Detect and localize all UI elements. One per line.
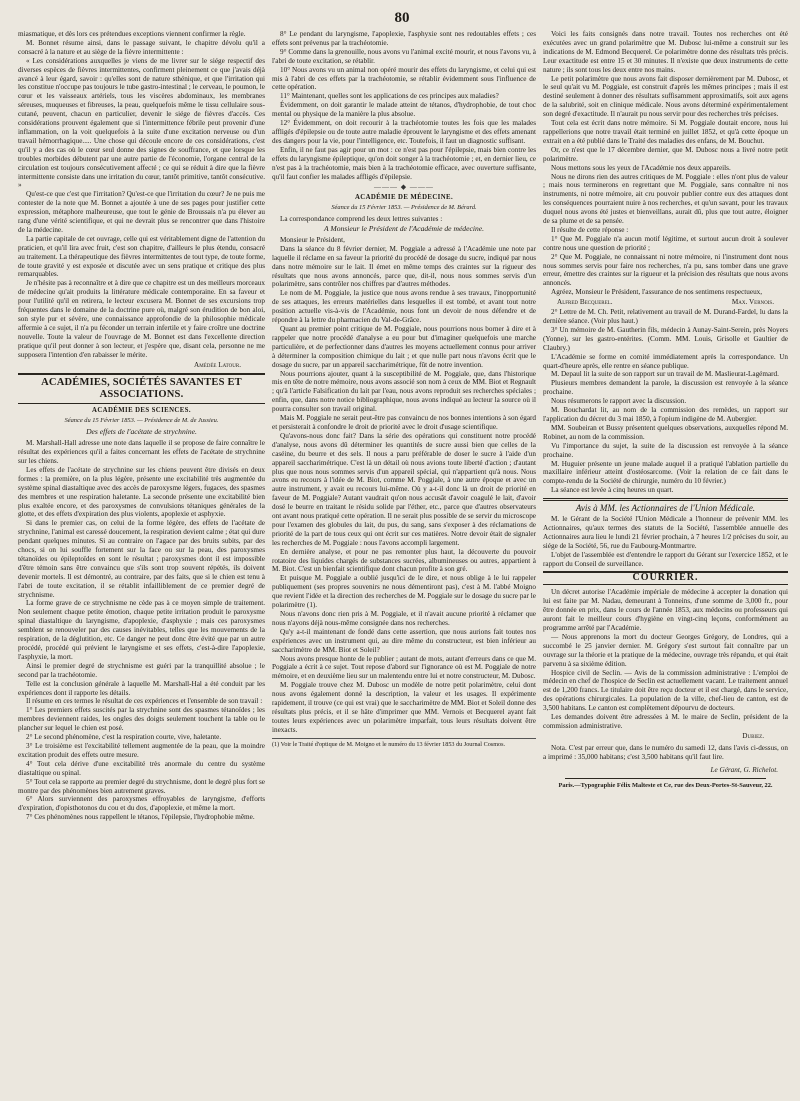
paragraph: La forme grave de ce strychnisme ne cède pas à ce moyen simple de traitement. Non seulement chaque petite émotion, chaque petite irritation produit le paroxysme spinal diastaltique du laryngisme, d'apoplexie, d'asphyxie ; mais ces paroxysmes semblent se renouveler par des causes inévitables, telles que les mouvements de la respiration, de la déglutition, etc. Ce danger ne peut donc être évité que par un autre procédé, procédé qui prévient le laryngisme et ses effets, c'est-à-dire l'apoplexie, l'asphyxie, la mort.: [18, 599, 265, 661]
paragraph: Évidemment, on doit garantir le malade atteint de tétanos, d'hydrophobie, de tout choc mental ou physique de la manière la plus absolue.: [272, 101, 536, 119]
paragraph: 12° Évidemment, on doit recourir à la trachéotomie toutes les fois que les malades affligés d'épilepsie ou de toute autre maladie éprouvent le laryngisme et des effets amenant des dangers pour la vie, pour l'intelligence, etc. Toutefois, il faut un diagnostic suffisant.: [272, 119, 536, 145]
paragraph: En dernière analyse, et pour ne pas remonter plus haut, la découverte du pouvoir rotatoire des liquides chargés de substances sucrées, albumineuses ou autres, appartient à M. Biot. C'est un bienfait scientifique dont chacun profite à son gré.: [272, 547, 536, 574]
paragraph: MM. Soubeiran et Bussy présentent quelques observations, auxquelles répond M. Robinet, au nom de la commission.: [543, 423, 788, 441]
paragraph: 10° Nous avons vu un animal non opéré mourir des effets du laryngisme, et celui qui est mis à l'abri de ces effets par la trachéotomie, se rétablir évidemment sous l'influence de cette opération.: [272, 65, 536, 92]
section-rule: [543, 498, 788, 501]
paragraph: L'Académie se forme en comité immédiatement après la correspondance. Un quart-d'heure après, elle rentre en séance publique.: [543, 352, 788, 370]
paragraph: Qu'y a-t-il maintenant de fondé dans cette assertion, que nous aurions fait toutes nos expériences avec un instrument qui, au dire même du constructeur, est bien inférieur au saccharimètre de MM. Biot et Soleil?: [272, 627, 536, 654]
paragraph: Enfin, il ne faut pas agir pour un mot : ce n'est pas pour l'épilepsie, mais bien contre les effets du laryngisme épileptique, qu'on doit songer à la trachéotomie ; et, en dernier lieu, ce n'est pas à la trachéotomie, mais bien à la trachéotomie efficace, avec ouverture suffisante, qu'il faut confier les malades affligés d'épilepsie.: [272, 145, 536, 181]
session-line: Séance du 15 Février 1853. — Présidence de M. Bérard.: [331, 204, 477, 212]
paragraph: Si dans le premier cas, on celui de la forme légère, des effets de l'acétate de strychnine, l'animal est caressé doucement, la respiration devient calme ; état qui dure pendant quelques minutes. Si au contraire on l'agace par des bruits subits, par des chocs, si on lui souffle fortement sur la face ou sur la peau, des paroxysmes tétanoïdes ou épileptoïdes en sont le résultat ; paroxysmes dont il est impossible d'être témoin sans être convaincu que s'ils sont trop souvent répétés, ils doivent devenir mortels. Il est démontré, au contraire, par des faits, que si le chien est tenu à l'abri de toute excitation, il se rétablit infailliblement de ce premier degré de strychnisme.: [18, 519, 265, 599]
paragraph: 2° Que M. Poggiale, ne connaissant ni notre mémoire, ni l'instrument dont nous nous sommes servis pour faire nos recherches, n'a pu, sans tomber dans une grave erreur, émettre des craintes sur la rigueur et la précision des résultats que nous avons annoncés.: [543, 252, 788, 288]
paragraph: Les demandes doivent être adressées à M. le maire de Seclin, président de la commission administrative.: [543, 713, 788, 730]
paragraph: Nous n'avons donc rien pris à M. Poggiale, et il n'avait aucune priorité à réclamer que nous n'ayons déjà nous-même consignée dans nos recherches.: [272, 610, 536, 627]
paragraph: « Les considérations auxquelles je viens de me livrer sur le siége respectif des diverses espèces de fièvres intermittentes, confirment pleinement ce que j'avais déjà avancé à leur égard, savoir : qu'elles sont de nature sthénique, et que l'irritation qui les constitue n'occupe pas toujours le tube gastro-intestinal ; le cerveau, le poumon, le cœur et les vaisseaux artériels, tous les viscères abdominaux, les membranes séreuses, muqueuses et fibreuses, la peau, quelquefois même le tissu cellulaire sous-cutané, peuvent, chacun en particulier, devenir le siége de fièvres d'accès. Ces considérations prouvent également que si l'intermittence fébrile peut provenir d'une inflammation, on la voit quelquefois à la suite d'une excitation nerveuse ou d'un travail hémorrhagique..... Une chose qui découle encore de ces considérations, c'est qu'il y a des cas où le cœur seul donne des signes de souffrance, et que lorsque les troubles morbides débutent par une autre partie de l'économie, l'organe central de la circulation est toujours consécutivement affecté ; ce qui se réduit à dire que la fièvre intermittente consiste dans une irritation du cœur, tantôt primitive, tantôt consécutive. »: [18, 56, 265, 190]
signature-left: Alfred Becquerel.: [557, 298, 613, 307]
paragraph: 11° Maintenant, quelles sont les applications de ces principes aux maladies?: [280, 92, 499, 101]
paragraph: Nous pourrions ajouter, quant à la susceptibilité de M. Poggiale, que, dans l'historique mis en tête de notre mémoire, nous avons associé son nom à ceux de MM. Biot et Regnault ; qu'à l'article Falsification du lait par l'eau, nous avons reproduit ses recherches spéciales ; enfin, que, dans notre notice bibliographique, nous avons indiqué au lecteur la source où il pourra consulter son travail original.: [272, 369, 536, 414]
paragraph: 6° Alors surviennent des paroxysmes effroyables de laryngisme, d'efforts d'expiration, d'opisthotonos du cou et du dos, d'apoplexie, et même la mort.: [18, 795, 265, 813]
paragraph: Agréez, Monsieur le Président, l'assurance de nos sentimens respectueux,: [551, 288, 763, 297]
paragraph: M. le Gérant de la Société l'Union Médicale a l'honneur de prévenir MM. les Actionnaires, qu'aux termes des statuts de la Société, l'assemblée annuelle des Actionnaires aura lieu le lundi 21 février prochain, à 7 heures 1/2 précises du soir, au siége de la Société, 56, rue du Faubourg-Montmartre.: [543, 515, 788, 550]
paragraph: La correspondance comprend les deux lettres suivantes :: [280, 215, 443, 224]
paragraph: La partie capitale de cet ouvrage, celle qui est véritablement digne de l'attention du praticien, et qu'il lira avec fruit, c'est son chapitre, d'ailleurs le plus étendu, consacré au traitement. La thérapeutique des fièvres intermittentes de tout type, de toute forme, de toute gravité y est exposée et discutée avec un sens pratique et critique des plus remarquables.: [18, 234, 265, 279]
paragraph: 5° Tout cela se rapporte au premier degré du strychnisme, dont le degré plus fort se montre par des phénomènes bien autrement graves.: [18, 777, 265, 795]
paragraph: Voici les faits consignés dans notre travail. Toutes nos recherches ont été exécutées avec un grand polarimètre que M. Dubosc lui-même a construit sur les indications de M. Edmond Becquerel. Ce polarimètre donne des résultats très précis. Leur exactitude est entre 15 et 30 minutes. Il n'existe que deux instruments de cette nature ; ils sont tous les deux entre nos mains.: [543, 30, 788, 74]
paragraph: 2° Lettre de M. Ch. Petit, relativement au travail de M. Durand-Fardel, lu dans la dernière séance. (Voir plus haut.): [543, 308, 788, 325]
courrier-signature: Dubiez.: [742, 731, 764, 740]
academy-heading: ACADÉMIE DE MÉDECINE.: [354, 194, 454, 202]
footnote: (1) Voir le Traité d'optique de M. Moigno et le numéro du 13 février 1853 du Journal Cosmos.: [272, 738, 536, 749]
nota-paragraph: Nota. C'est par erreur que, dans le numéro du samedi 12, dans l'avis ci-dessus, on a imprimé : 35,000 habitans; c'est 3,500 habitans qu'il faut lire.: [543, 743, 788, 761]
paragraph: Un décret autorise l'Académie impériale de médecine à accepter la donation qui lui est faite par M. Nadau, demeurant à Tonneins, d'une somme de 3,000 fr., pour être donnée en prix, dans le cours de l'année 1853, aux médecins ou professeurs qui auront fait le meilleur cours d'hygiène en vingt-cinq leçons, conformément au programme arrêté par l'Académie.: [543, 588, 788, 632]
paragraph: Nous mettons sous les yeux de l'Académie nos deux appareils.: [551, 163, 731, 172]
paragraph: Qu'avons-nous donc fait? Dans la série des opérations qui constituent notre procédé d'analyse, nous avons dû déterminer les quantités de sucre aussi bien que celles de la caséine, du beurre et des sels. Il nous a paru préférable de doser le sucre à l'aide d'un appareil saccharimétrique. C'est là un détail où nous avions toute liberté d'action ; d'autant plus que nous nous sommes servis d'un appareil spécial, qui n'appartient qu'à nous. Nous avons eu recours à l'idée de M. Biot, comme M. Poggiale, à une autre époque et avec un autre instrument, y avait eu recours lui-même. Où y a-t-il donc là un droit de priorité en faveur de M. Poggiale? Autant vaudrait qu'on nous accusât d'avoir coagulé le lait, d'avoir dosé le beurre en traitant le résidu solide par l'éther, etc., parce que d'autres observateurs ont avant nous pratiqué cette opération. Il ne serait plus possible de se servir du microscope pour l'examen des globules du lait, du pus, du sang, sans s'exposer à des réclamations de priorité de la part de tous ceux qui ont écrit sur ces matières. Notre devoir était de signaler les recherches de M. Poggiale : nous l'avons accompli largement.: [272, 431, 536, 547]
paragraph: Quant au premier point critique de M. Poggiale, nous pourrions nous borner à dire et à rappeler que notre procédé d'analyse a eu pour but d'imaginer quelquefois une marche particulière, et de perfectionner dans d'autres les moyens actuellement connus pour arriver à déterminer la composition chimique du lait ; et que nulle part nous n'avons écrit que le dosage du sucre, par un appareil saccharimétrique, fût de notre invention.: [272, 325, 536, 369]
imprint-line: Paris.—Typographie Félix Malteste et Ce, rue des Deux-Portes-St-Sauveur, 22.: [558, 781, 773, 789]
paragraph: Nous avons presque honte de le publier ; autant de mots, autant d'erreurs dans ce que M. Poggiale a écrit à ce sujet. Tout repose d'abord sur l'ignorance où est M. Poggiale de notre mémoire, et en deuxième lieu sur un malentendu entre lui et notre constructeur, M. Dubosc.: [272, 654, 536, 681]
paragraph: Nous résumerons le rapport avec la discussion.: [551, 397, 687, 406]
session-line: Séance du 15 Février 1853. — Présidence de M. de Jussieu.: [64, 417, 219, 425]
paragraph: 1° Les premiers effets suscités par la strychnine sont des spasmes tétanoïdes ; les membres deviennent raides, les ongles des doigts seulement touchent la table ou le plancher sur lequel le chien est posé.: [18, 706, 265, 733]
paragraph: Les effets de l'acétate de strychnine sur les chiens peuvent être divisés en deux formes : la première, on la plus légère, présente une excitabilité très augmentée du système spinal diastaltique avec des accès de paroxysme légers, fugaces, des spasmes des membres et une respiration haletante. La seconde présente une excitabilité bien plus exaltée encore, et des paroxysmes de convulsions tétaniques générales de la glotte, et des effets d'expiration des plus violents, apoplexie et asphyxie.: [18, 465, 265, 519]
paragraph: Il résulte de cette réponse :: [551, 225, 629, 234]
paragraph: 1° Que M. Poggiale n'a aucun motif légitime, et surtout aucun droit à soulever contre nous une question de priorité ;: [543, 234, 788, 252]
paragraph: 4° Tout cela dérive d'une excitabilité très anormale du centre du système diastaltique ou spinal.: [18, 759, 265, 777]
paragraph: M. Bouchardat lit, au nom de la commission des remèdes, un rapport sur l'application du décret du 3 mai 1850, à l'opium indigène de M. Aubergier.: [543, 406, 788, 423]
paragraph: Nous ne dirons rien des autres critiques de M. Poggiale : elles n'ont plus de valeur ; mais nous terminerons en regrettant que M. Poggiale, sans connaître ni nos instruments, ni notre mémoire, ait cru pouvoir publier contre eux des attaques dont les conséquences pourraient nuire à nos recherches, et qu'un savant, pour les travaux duquel nous avons été justes et bienveillans, aurait dû, plus que tout autre, éloigner de sa plume et de sa pensée.: [543, 172, 788, 226]
paragraph: M. Bonnet résume ainsi, dans le passage suivant, le chapitre dévolu qu'il a consacré à la nature et au siège de la fièvre intermittente :: [18, 38, 265, 56]
page-number: 80: [394, 10, 410, 26]
paragraph: Qu'est-ce que c'est que l'irritation? Qu'est-ce que l'irritation du cœur? Je ne puis me contester de la note que M. Bonnet a ajoutée à une de ses pages pour justifier cette expression, métaphore malheureuse, que tout le génie de Broussais n'a pu élever au rang d'une vérité scientifique, et qui ne devrait plus se rencontrer que dans l'histoire de la médecine.: [18, 190, 265, 234]
paragraph: — Nous apprenons la mort du docteur Georges Grégory, de Londres, qui a succombé le 25 janvier dernier. M. Grégory s'est surtout fait connaître par un ouvrage sur la théorie et la pratique de la médecine, ouvrage très répandu, et qui était parvenu à sa sixième édition.: [543, 632, 788, 668]
paragraph: M. Depaul lit la suite de son rapport sur un travail de M. Maslieurat-Lagémard.: [551, 370, 779, 379]
column-left: [18, 30, 265, 1098]
paragraph: Vu l'importance du sujet, la suite de la discussion est renvoyée à la séance prochaine.: [543, 441, 788, 459]
paragraph: miasmatique, et dès lors ces prétendues exceptions viennent confirmer la règle.: [18, 30, 246, 38]
paragraph: Plusieurs membres demandent la parole, la discussion est renvoyée à la séance prochaine.: [543, 379, 788, 397]
columns: [18, 30, 786, 1098]
paragraph: Il résume en ces termes le résultat de ces expériences et l'ensemble de son travail :: [26, 697, 263, 706]
paragraph: Mais M. Poggiale ne serait peut-être pas convaincu de nos bonnes intentions à son égard et persisterait à confondre le droit de priorité avec le droit d'usage scientifique.: [272, 414, 536, 431]
notice-title: Avis à MM. les Actionnaires de l'Union Médicale.: [575, 503, 756, 514]
letter-address: A Monsieur le Président de l'Académie de médecine.: [323, 224, 485, 234]
column-right: [543, 30, 788, 1098]
article-title: Des effets de l'acétate de strychnine.: [86, 427, 197, 437]
paragraph: Telle est la conclusion générale à laquelle M. Marshall-Hal a été conduit par les expériences dont il rapporte les détails.: [18, 679, 265, 697]
courrier-heading: COURRIER.: [543, 571, 788, 585]
paragraph: 8° Le pendant du laryngisme, l'apoplexie, l'asphyxie sont nes redoutables effets ; ces effets sont prévenus par la trachéotomie.: [272, 30, 536, 47]
signature-right: Max. Vernois.: [731, 298, 774, 307]
letter-signatures: [543, 298, 788, 307]
gerant-line: Le Gérant, G. Richelot.: [710, 765, 778, 774]
paragraph: La séance est levée à cinq heures un quart.: [551, 486, 674, 495]
paragraph: L'objet de l'assemblée est d'entendre le rapport du Gérant sur l'exercice 1852, et le rapport du Conseil de surveillance.: [543, 550, 788, 568]
academy-heading: ACADÉMIE DES SCIENCES.: [92, 407, 191, 415]
paragraph: Or, ce n'est que le 17 décembre dernier, que M. Dubosc nous a livré notre petit polarimètre.: [543, 145, 788, 163]
paragraph: M. Poggiale trouve chez M. Dubosc un modèle de notre petit polarimètre, celui dont nous avons également donné la description, la valeur et les usages. Il expérimente rapidement, il trouve (ce qui est vrai) que le saccharimètre de MM. Biot et Soleil donne des résultats plus précis, et il se hâte d'imprimer que MM. Vernois et Becquerel ayant fait toutes leurs expériences avec un polarimètre imparfait, tous leurs résultats doivent être inexacts.: [272, 681, 536, 734]
paragraph: Et puisque M. Poggiale a oublié jusqu'ici de le dire, et nous oblige à le lui rappeler publiquement (ses propres souvenirs ne nous démentiront pas), c'est à M. l'abbé Moigno que revient l'idée et la direction des recherches de M. Poggiale sur le dosage du sucre par le polarimètre (1).: [272, 574, 536, 610]
paragraph: 3° Le troisième est l'excitabilité tellement augmentée de la peau, que la moindre excitation produit des effets outre mesure.: [18, 741, 265, 759]
paragraph: M. Huguier présente un jeune malade auquel il a pratiqué l'ablation partielle du maxillaire inférieur atteint d'ostéosarcome. (Voir la relation de ce fait dans le compte-rendu de la Société de chirurgie, numéro du 10 février.): [543, 459, 788, 486]
paragraph: Je n'hésite pas à reconnaître et à dire que ce chapitre est un des meilleurs morceaux de médecine qu'ait produits la littérature médicale contemporaine. En sa faveur et pour l'utilité qu'il en retirera, le lecteur excusera M. Bonnet de ses excursions trop fréquentes dans le domaine de la doctrine pure où, malgré son érudition de bon aloi, son style pur et sévère, une connaissance approfondie de la philosophie médicale affermie à ce sujet, il n'a pu féconder un terrain infertile et y faire croître une doctrine nouvelle. Toute la valeur de l'ouvrage de M. Bonnet est dans l'excellente direction pratique qu'il peut donner à son lecteur, et j'espère que, disant cela, personne ne me supposera l'intention d'en rabaisser le mérite.: [18, 279, 265, 359]
paragraph: Ainsi le premier degré de strychnisme est guéri par la tranquillité absolue ; le second par la trachéotomie.: [18, 661, 265, 679]
paragraph: Hospice civil de Seclin. — Avis de la commission administrative : L'emploi de médecin en chef de l'hospice de Seclin est actuellement vacant. Le traitement annuel est de 1,200 francs. Le titulaire doit être reçu docteur et il est chargé, dans le service, des opérations chirurgicales. La population de la ville, chef-lieu de canton, est de 3,500 habitans. Le canton est complètement dépourvu de docteurs.: [543, 668, 788, 713]
letter-salutation: Monsieur le Président,: [280, 235, 345, 244]
ornament-divider: ——— ◆ ———: [374, 183, 434, 192]
column-middle: [272, 30, 536, 1098]
paragraph: Dans la séance du 8 février dernier, M. Poggiale a adressé à l'Académie une note par laquelle il réclame en sa faveur la priorité du procédé de dosage du sucre, indiqué par nous dans notre mémoire sur le lait. Il émet en même temps des craintes sur la rigueur des résultats que nous avons annoncés, parce que, dit-il, nous nous sommes servis d'un polarimètre, sans contrôler nos chiffres par d'autres méthodes.: [272, 244, 536, 289]
paragraph: 3° Un mémoire de M. Gautherin fils, médecin à Aunay-Saint-Serein, près Noyers (Yonne), sur les gastro-entérites. (Comm. MM. Louis, Grisolle et Gaultier de Claubry.): [543, 325, 788, 352]
author-signature: Amédée Latour.: [194, 360, 241, 369]
paragraph: 2° Le second phénomène, c'est la respiration courte, vive, haletante.: [26, 733, 222, 742]
paragraph: Le petit polarimètre que nous avons fait disposer dernièrement par M. Dubosc, et le seul qu'ait vu M. Poggiale, est construit d'après les mêmes principes ; mais il est destiné seulement à donner des résultats suffisamment approximatifs, soit aux agens de la salubrité, soit en clinique médicale. Nous avons déterminé expérimentalement son degré d'exactitude. Il n'aurait pu nous servir pour des recherches très précises.: [543, 74, 788, 119]
paragraph: 7° Ces phénomènes nous rappellent le tétanos, l'épilepsie, l'hydrophobie même.: [26, 813, 255, 822]
section-title: ACADÉMIES, SOCIÉTÉS SAVANTES ET ASSOCIATIONS.: [18, 373, 265, 404]
paragraph: M. Marshall-Hall adresse une note dans laquelle il se propose de faire connaître le résultat des expériences qu'il a faites concernant les effets de l'acétate de strychnine sur les chiens.: [18, 439, 265, 465]
paragraph: Le nom de M. Poggiale, la justice que nous avons rendue à ses travaux, l'inopportunité de ses attaques, les erreurs matérielles dans lesquelles il est tombé, et avant tout notre position actuelle vis-à-vis de l'Académie, nous font un devoir de nous défendre et de répondre à la lettre du pharmacien du Val-de-Grâce.: [272, 289, 536, 325]
paragraph: Tout cela est écrit dans notre mémoire. Si M. Poggiale doutait encore, nous lui rappellerions que notre travail était terminé en juillet 1852, et qu'à cette époque un extrait en a été publié dans le Traité des maladies des enfans, de M. Bouchut.: [543, 119, 788, 145]
imprint-rule: [565, 778, 766, 779]
paragraph: 9° Comme dans la grenouille, nous avons vu l'animal excité mourir, et nous l'avons vu, à l'abri de toute excitation, se rétablir.: [272, 47, 536, 65]
